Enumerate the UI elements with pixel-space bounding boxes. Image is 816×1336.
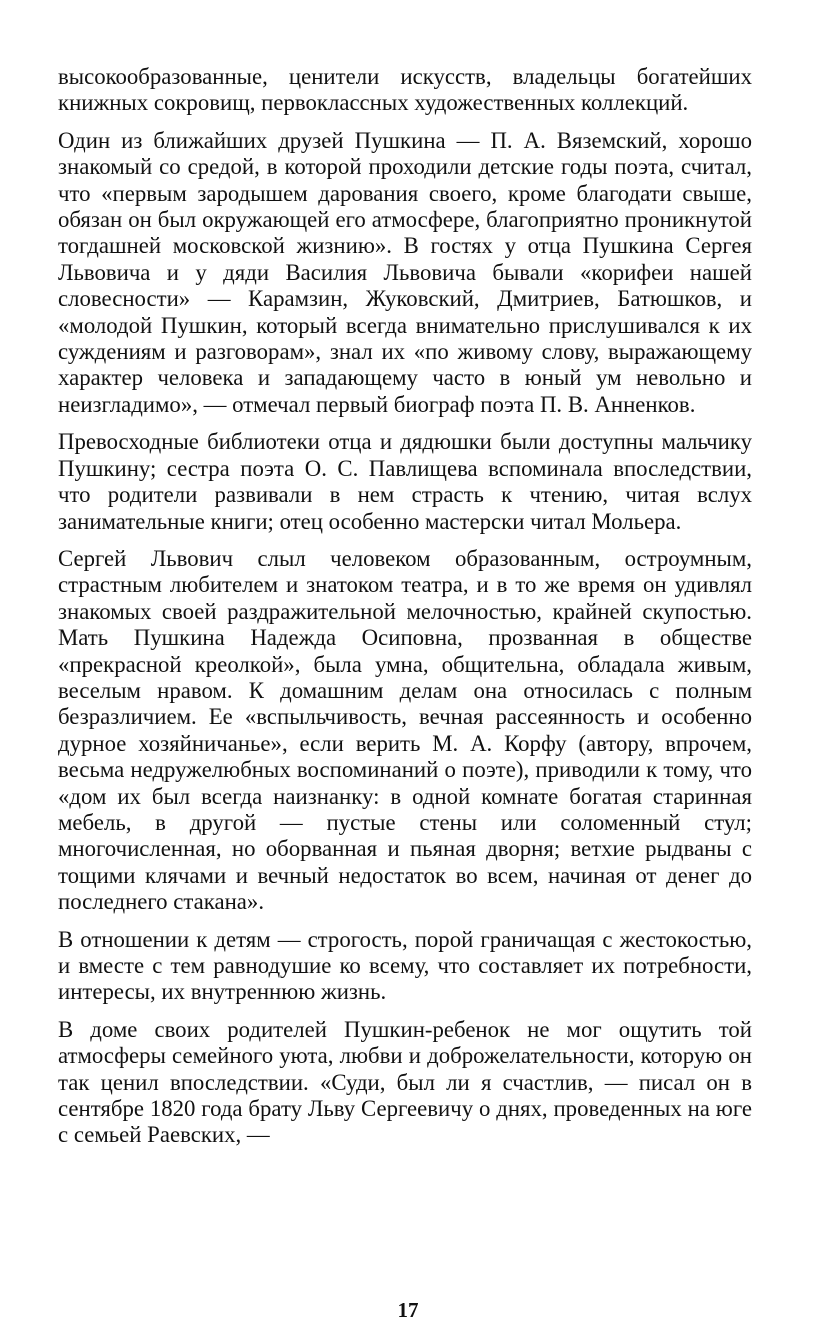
paragraph-2: Один из ближайших друзей Пушкина — П. А. Вяземский, хорошо знакомый со средой, в которой проходили детские годы поэта, считал, что «первым зародышем дарования своего, кроме благодати свыше, обязан он был окружающей его атмосфере, благоприятно проникнутой тогдашней московской жизнию». В гостях у отца Пушкина Сергея Львовича и у дяди Василия Львовича бывали «корифеи нашей словесности» — Карамзин, Жуковский, Дмитриев, Батюшков, и «молодой Пушкин, который всегда внимательно прислушивался к их суждениям и разговорам», знал их «по живому слову, выражающему характер человека и западающему часто в юный ум невольно и неизгладимо», — отмечал первый биограф поэта П. В. Анненков. [58, 127, 752, 417]
paragraph-3: Превосходные библиотеки отца и дядюшки были доступны мальчику Пушкину; сестра поэта О. С. Павлищева вспоминала впоследствии, что родители развивали в нем страсть к чтению, читая вслух занимательные книги; отец особенно мастерски читал Мольера. [58, 429, 752, 534]
paragraph-1: высокообразованные, ценители искусств, владельцы богатейших книжных сокровищ, первоклассных художественных коллекций. [58, 64, 752, 116]
page-number: 17 [397, 1298, 419, 1322]
paragraph-4: Сергей Львович слыл человеком образованным, остроумным, страстным любителем и знатоком театра, и в то же время он удивлял знакомых своей раздражительной мелочностью, крайней скупостью. Мать Пушкина Надежда Осиповна, прозванная в обществе «прекрасной креолкой», была умна, общительна, обладала живым, веселым нравом. К домашним делам она относилась с полным безразличием. Ее «вспыльчивость, вечная рассеянность и особенно дурное хозяйничанье», если верить М. А. Корфу (автору, впрочем, весьма недружелюбных воспоминаний о поэте), приводили к тому, что «дом их был всегда наизнанку: в одной комнате богатая старинная мебель, в другой — пустые стены или соломенный стул; многочисленная, но оборванная и пьяная дворня; ветхие рыдваны с тощими клячами и вечный недостаток во всем, начиная от денег до последнего стакана». [58, 545, 752, 915]
paragraph-6: В доме своих родителей Пушкин-ребенок не мог ощутить той атмосферы семейного уюта, любви и доброжелательности, которую он так ценил впоследствии. «Суди, был ли я счастлив, — писал он в сентябре 1820 года брату Льву Сергеевичу о днях, проведенных на юге с семьей Раевских, — [58, 1016, 752, 1148]
paragraph-5: В отношении к детям — строгость, порой граничащая с жестокостью, и вместе с тем равнодушие ко всему, что составляет их потребности, интересы, их внутреннюю жизнь. [58, 926, 752, 1005]
page-body [58, 64, 752, 1160]
